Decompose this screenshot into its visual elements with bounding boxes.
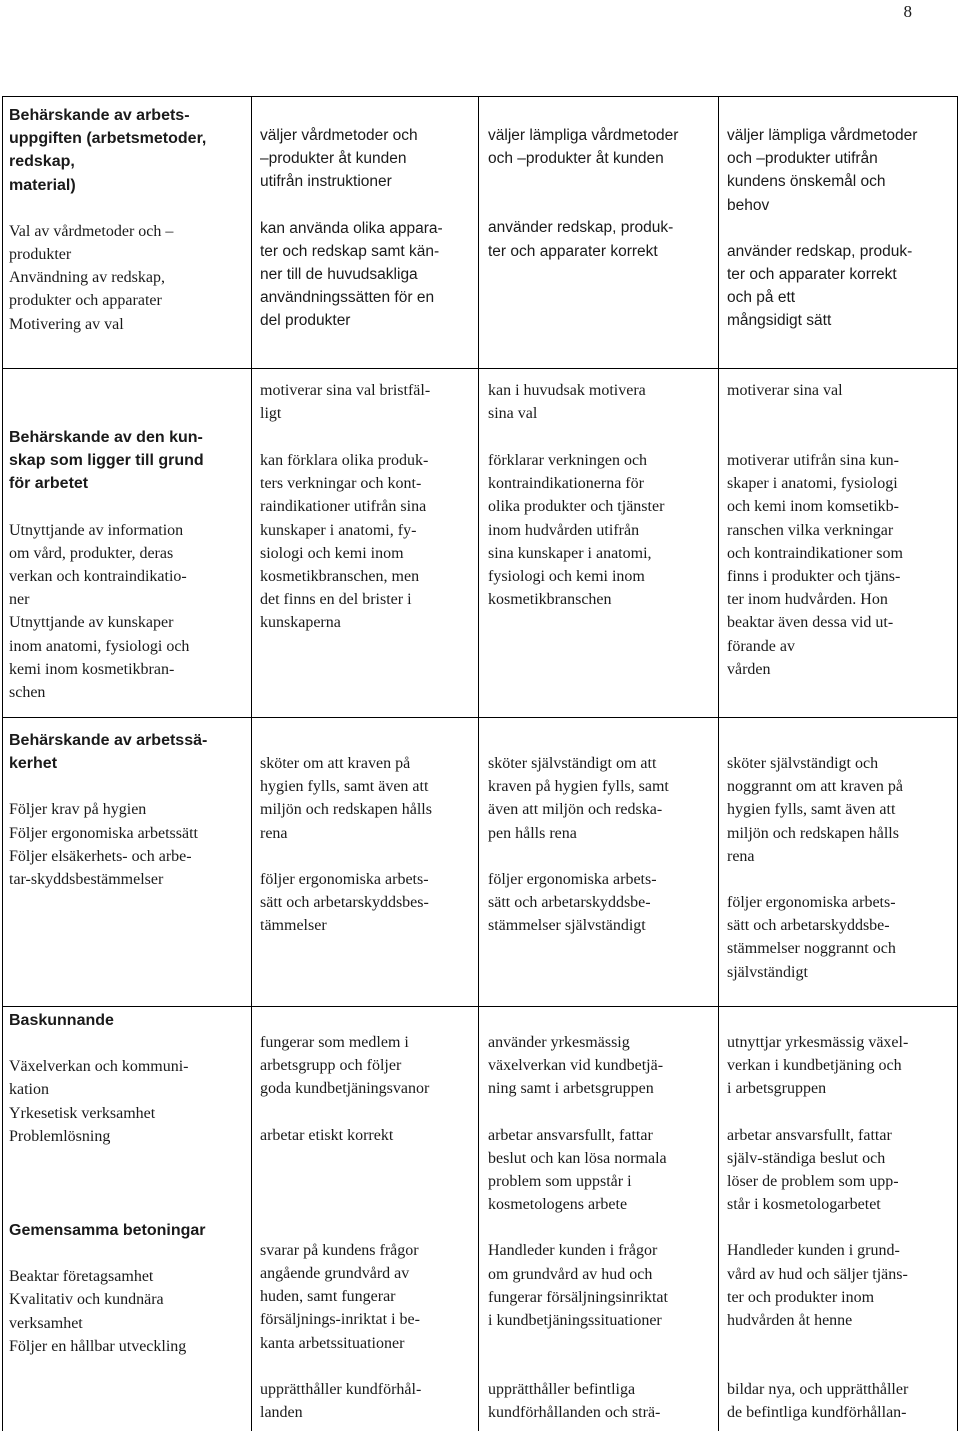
row-divider-3 bbox=[2, 1006, 958, 1007]
row-divider-1 bbox=[2, 368, 958, 369]
level-text: hygien fylls, samt även att bbox=[727, 801, 896, 819]
level-text: kraven på hygien fylls, samt bbox=[488, 778, 669, 796]
criteria-cell-work-task bbox=[9, 104, 249, 336]
level-text: rena bbox=[727, 847, 755, 865]
criteria-item: Följer elsäkerhets- och arbe- bbox=[9, 847, 192, 865]
criteria-item: Beaktar företagsamhet bbox=[9, 1268, 154, 1286]
level-text: ranschen vilka verkningar bbox=[727, 521, 894, 539]
level-text: och –produkter åt kunden bbox=[488, 150, 664, 168]
level-text: utnyttjar yrkesmässig växel- bbox=[727, 1034, 909, 1051]
criteria-item: kemi inom kosmetikbran- bbox=[9, 660, 175, 678]
level-cell-1-2 bbox=[488, 124, 716, 263]
level-text: kosmetikbranschen, men bbox=[260, 568, 420, 586]
level-text: hygien fylls, samt även att bbox=[260, 778, 429, 796]
criteria-item: verksamhet bbox=[9, 1314, 83, 1332]
criteria-heading: för arbetet bbox=[9, 475, 89, 493]
level-text: mångsidigt sätt bbox=[727, 312, 832, 330]
level-text: ter och produkter inom bbox=[727, 1288, 875, 1306]
level-text: i kundbetjäningssituationer bbox=[488, 1312, 662, 1330]
level-text: ter och apparater korrekt bbox=[488, 242, 658, 260]
level-cell-2-2 bbox=[488, 449, 716, 611]
table-border-left bbox=[2, 96, 3, 1431]
level-text: rena bbox=[260, 824, 288, 842]
criteria-item: schen bbox=[9, 684, 46, 702]
level-text: förande av bbox=[727, 637, 795, 655]
level-text: ters verkningar och kont- bbox=[260, 475, 422, 493]
column-divider-1 bbox=[251, 96, 252, 1431]
level-text: sätt och arbetarskyddsbe- bbox=[488, 894, 651, 912]
level-text: sköter självständigt om att bbox=[488, 755, 657, 772]
level-text: olika produkter och tjänster bbox=[488, 498, 665, 516]
level-text: kundförhållanden och strä- bbox=[488, 1404, 661, 1422]
level-text: vård av hud och säljer tjäns- bbox=[727, 1265, 908, 1283]
level-cell-4-3 bbox=[727, 1031, 953, 1425]
level-text: stämmelser självständigt bbox=[488, 917, 646, 935]
level-text: står i kosmetologarbetet bbox=[727, 1196, 881, 1214]
criteria-item: om vård, produkter, deras bbox=[9, 544, 174, 562]
level-text: följer ergonomiska arbets- bbox=[488, 870, 657, 888]
level-text: kosmetologens arbete bbox=[488, 1196, 628, 1214]
level-text: miljön och redskapen hålls bbox=[260, 801, 432, 819]
level-cell-1-3 bbox=[727, 124, 953, 333]
level-text: fungerar som medlem i bbox=[260, 1034, 409, 1051]
level-cell-1-2-motivation bbox=[488, 379, 716, 425]
level-text: skaper i anatomi, fysiologi bbox=[727, 475, 898, 493]
level-text: landen bbox=[260, 1404, 303, 1422]
level-text: väljer vårdmetoder och bbox=[260, 127, 418, 144]
level-text: och kontraindikationer som bbox=[727, 544, 903, 562]
level-text: kundens önskemål och bbox=[727, 173, 886, 191]
criteria-item: produkter och apparater bbox=[9, 292, 162, 310]
criteria-item: verkan och kontraindikatio- bbox=[9, 568, 187, 586]
level-text: kosmetikbranschen bbox=[488, 591, 612, 609]
row-divider-2 bbox=[2, 717, 958, 718]
level-text: ning samt i arbetsgruppen bbox=[488, 1080, 654, 1098]
criteria-heading: redskap, bbox=[9, 153, 75, 171]
level-text: och –produkter utifrån bbox=[727, 150, 878, 168]
level-text: goda kundbetjäningsvanor bbox=[260, 1080, 430, 1098]
level-cell-4-1 bbox=[260, 1031, 475, 1424]
criteria-heading: Behärskande av den kun- bbox=[9, 429, 203, 446]
level-text: fysiologi och kemi inom bbox=[488, 568, 645, 586]
level-cell-2-1 bbox=[260, 449, 475, 635]
level-text: arbetar ansvarsfullt, fattar bbox=[488, 1126, 653, 1144]
level-text: om grundvård av hud och bbox=[488, 1265, 653, 1283]
level-text: väljer lämpliga vårdmetoder bbox=[488, 127, 679, 144]
level-text: motiverar sina val bristfäl- bbox=[260, 382, 431, 399]
level-text: i arbetsgruppen bbox=[727, 1080, 827, 1098]
criteria-item: inom anatomi, fysiologi och bbox=[9, 637, 190, 655]
level-text: sätt och arbetarskyddsbes- bbox=[260, 894, 429, 912]
criteria-heading: uppgiften (arbetsmetoder, bbox=[9, 130, 207, 148]
level-text: vården bbox=[727, 660, 771, 678]
level-text: de befintliga kundförhållan- bbox=[727, 1404, 907, 1422]
criteria-heading: skap som ligger till grund bbox=[9, 452, 204, 470]
level-cell-3-2 bbox=[488, 752, 716, 937]
level-text: kan använda olika appara- bbox=[260, 219, 443, 237]
level-cell-4-2 bbox=[488, 1031, 716, 1425]
level-text: och på ett bbox=[727, 289, 796, 307]
level-text: inom hudvården utifrån bbox=[488, 521, 640, 539]
level-text: det finns en del brister i bbox=[260, 591, 412, 609]
level-text: huden, samt fungerar bbox=[260, 1288, 396, 1306]
level-text: själv-ständiga beslut och bbox=[727, 1149, 886, 1167]
criteria-item: Kvalitativ och kundnära bbox=[9, 1291, 164, 1309]
criteria-item: Användning av redskap, bbox=[9, 269, 165, 287]
criteria-item: tar-skyddsbestämmelser bbox=[9, 871, 164, 889]
level-text: arbetsgrupp och följer bbox=[260, 1057, 402, 1075]
level-text: motiverar sina val bbox=[727, 382, 843, 399]
level-text: kunskaperna bbox=[260, 614, 341, 632]
level-text: finns i produkter och tjäns- bbox=[727, 568, 901, 586]
criteria-heading: Baskunnande bbox=[9, 1012, 114, 1029]
criteria-item: Växelverkan och kommuni- bbox=[9, 1058, 189, 1076]
criteria-item: Yrkesetisk verksamhet bbox=[9, 1104, 156, 1122]
level-text: kanta arbetssituationer bbox=[260, 1334, 405, 1352]
level-text: användningssätten för en bbox=[260, 289, 435, 307]
level-text: behov bbox=[727, 196, 770, 214]
level-text: –produkter åt kunden bbox=[260, 150, 407, 168]
level-text: använder redskap, produk- bbox=[488, 219, 674, 237]
level-text: sina kunskaper i anatomi, bbox=[488, 544, 652, 562]
level-text: kan i huvudsak motivera bbox=[488, 382, 646, 399]
level-text: stämmelser noggrannt och bbox=[727, 940, 896, 958]
level-text: hudvården åt henne bbox=[727, 1312, 853, 1330]
criteria-item: Problemlösning bbox=[9, 1127, 111, 1145]
level-text: väljer lämpliga vårdmetoder bbox=[727, 127, 918, 144]
criteria-heading: material) bbox=[9, 176, 76, 194]
criteria-cell-basic-skills bbox=[9, 1009, 249, 1148]
level-cell-3-1 bbox=[260, 752, 475, 937]
level-text: bildar nya, och upprätthåller bbox=[727, 1381, 909, 1399]
column-divider-2 bbox=[478, 96, 479, 1431]
criteria-item: kation bbox=[9, 1081, 49, 1099]
level-text: följer ergonomiska arbets- bbox=[727, 894, 896, 912]
criteria-item: ner bbox=[9, 591, 30, 609]
level-text: sköter om att kraven på bbox=[260, 755, 411, 772]
page-number: 8 bbox=[903, 2, 912, 21]
level-text: ligt bbox=[260, 405, 282, 423]
level-text: Handleder kunden i frågor bbox=[488, 1242, 658, 1260]
level-text: utifrån instruktioner bbox=[260, 173, 392, 191]
level-text: även att miljön och redska- bbox=[488, 801, 663, 819]
level-text: beaktar även dessa vid ut- bbox=[727, 614, 894, 632]
level-cell-2-3 bbox=[727, 449, 953, 681]
level-text: använder redskap, produk- bbox=[727, 242, 913, 260]
criteria-item: Följer krav på hygien bbox=[9, 801, 147, 819]
level-text: kunskaper i anatomi, fy- bbox=[260, 521, 417, 539]
level-text: använder yrkesmässig bbox=[488, 1034, 630, 1051]
level-text: noggrannt om att kraven på bbox=[727, 778, 903, 796]
level-text: självständigt bbox=[727, 963, 808, 981]
level-text: verkan i kundbetjäning och bbox=[727, 1057, 902, 1075]
criteria-heading: Behärskande av arbets- bbox=[9, 107, 190, 124]
level-text: upprätthåller befintliga bbox=[488, 1381, 636, 1399]
level-text: förklarar verkningen och bbox=[488, 452, 648, 469]
level-text: arbetar etiskt korrekt bbox=[260, 1126, 394, 1144]
level-text: arbetar ansvarsfullt, fattar bbox=[727, 1126, 892, 1144]
column-divider-3 bbox=[718, 96, 719, 1431]
criteria-item: Följer en hållbar utveckling bbox=[9, 1337, 187, 1355]
criteria-item: Val av vårdmetoder och – bbox=[9, 222, 174, 240]
level-text: kontraindikationerna för bbox=[488, 475, 644, 493]
level-text: och kemi inom komsetikb- bbox=[727, 498, 899, 516]
level-text: växelverkan vid kundbetjä- bbox=[488, 1057, 664, 1075]
criteria-cell-common-emphases bbox=[9, 1219, 249, 1358]
level-text: försäljnings-inriktat i be- bbox=[260, 1311, 420, 1329]
criteria-item: Utnyttjande av information bbox=[9, 521, 184, 539]
level-text: kan förklara olika produk- bbox=[260, 452, 429, 469]
level-text: ter inom hudvården. Hon bbox=[727, 591, 888, 609]
level-text: svarar på kundens frågor bbox=[260, 1241, 419, 1259]
level-text: fungerar försäljningsinriktat bbox=[488, 1288, 668, 1306]
criteria-item: produkter bbox=[9, 246, 72, 264]
level-cell-1-3-motivation bbox=[727, 379, 953, 402]
level-text: pen hålls rena bbox=[488, 824, 577, 842]
criteria-item: Utnyttjande av kunskaper bbox=[9, 614, 174, 632]
level-text: siologi och kemi inom bbox=[260, 544, 404, 562]
criteria-heading: Behärskande av arbetssä- bbox=[9, 732, 208, 749]
level-text: beslut och kan lösa normala bbox=[488, 1149, 667, 1167]
criteria-heading: Gemensamma betoningar bbox=[9, 1222, 206, 1239]
table-border-right bbox=[957, 96, 958, 1431]
level-text: sätt och arbetarskyddsbe- bbox=[727, 917, 890, 935]
level-text: miljön och redskapen hålls bbox=[727, 824, 899, 842]
criteria-heading: kerhet bbox=[9, 755, 58, 773]
criteria-item: Motivering av val bbox=[9, 315, 124, 333]
level-text: följer ergonomiska arbets- bbox=[260, 870, 429, 888]
level-text: ter och redskap samt kän- bbox=[260, 242, 440, 260]
level-text: sina val bbox=[488, 405, 538, 423]
level-text: Handleder kunden i grund- bbox=[727, 1242, 900, 1260]
level-cell-1-1-motivation bbox=[260, 379, 475, 425]
level-text: angående grundvård av bbox=[260, 1265, 410, 1283]
level-text: del produkter bbox=[260, 312, 351, 330]
level-text: sköter självständigt och bbox=[727, 755, 879, 772]
level-text: ner till de huvudsakliga bbox=[260, 266, 418, 284]
level-cell-1-1 bbox=[260, 124, 475, 333]
level-text: problem som uppstår i bbox=[488, 1173, 632, 1191]
level-text: tämmelser bbox=[260, 917, 327, 935]
level-text: löser de problem som upp- bbox=[727, 1173, 899, 1191]
table-border-top bbox=[2, 96, 958, 97]
level-cell-3-3 bbox=[727, 752, 953, 984]
level-text: raindikationer utifrån sina bbox=[260, 498, 427, 516]
criteria-cell-knowledge bbox=[9, 426, 249, 704]
level-text: ter och apparater korrekt bbox=[727, 266, 897, 284]
criteria-item: Följer ergonomiska arbetssätt bbox=[9, 824, 198, 842]
level-text: upprätthåller kundförhål- bbox=[260, 1380, 422, 1398]
criteria-cell-safety bbox=[9, 729, 249, 891]
level-text: motiverar utifrån sina kun- bbox=[727, 452, 899, 469]
